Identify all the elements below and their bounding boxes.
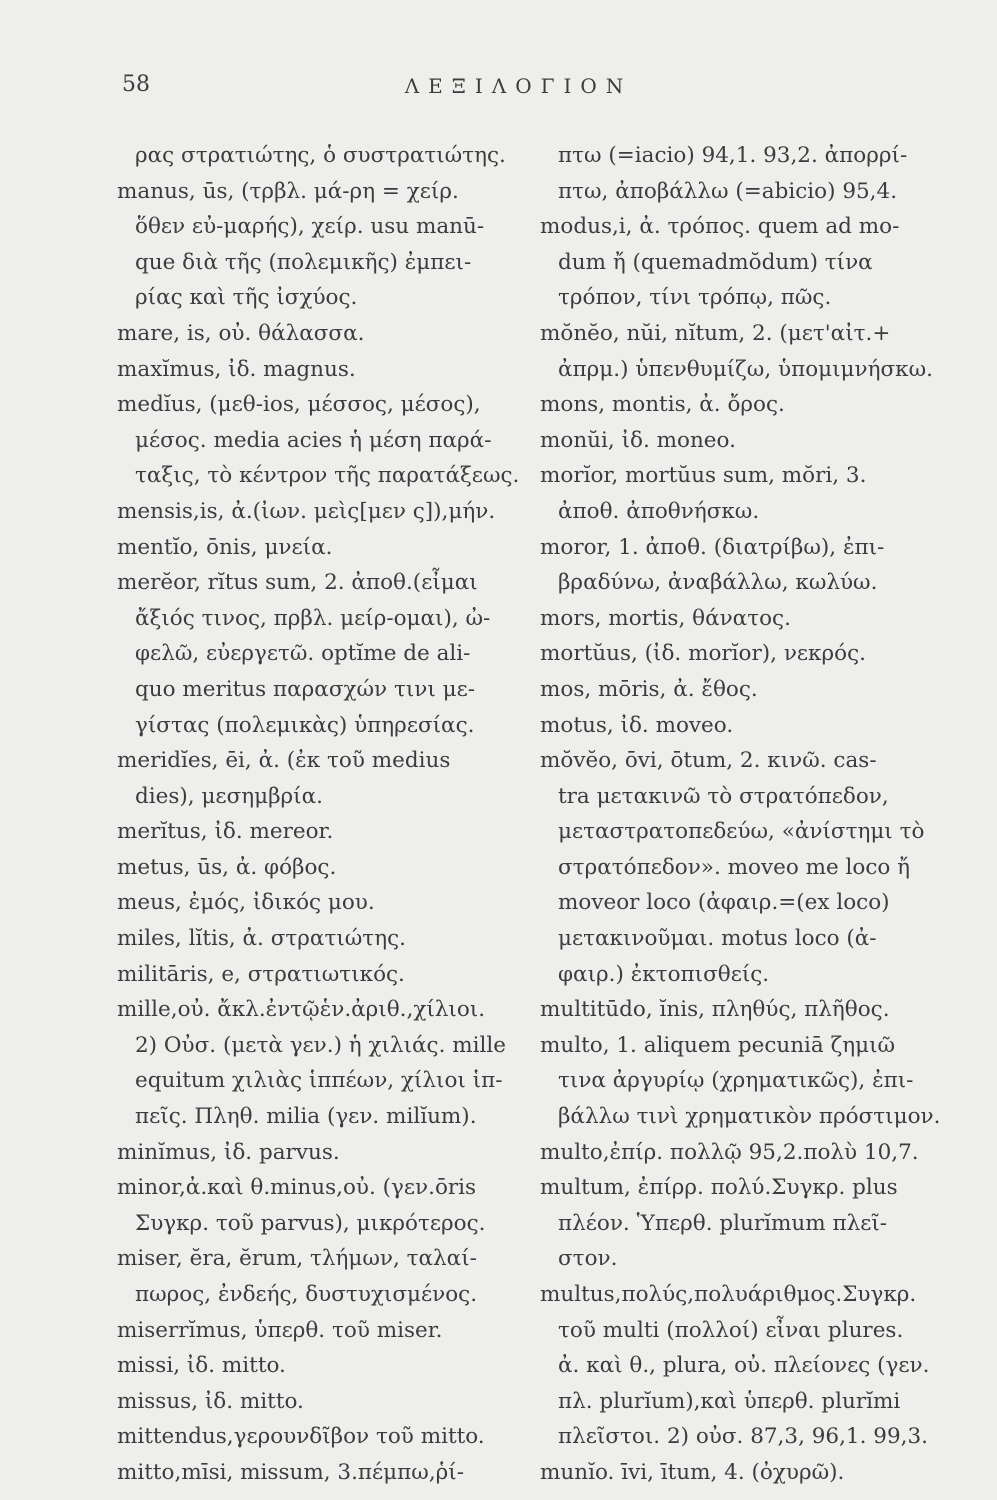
- right-column-line: πτω (=iacio) 94,1. 93,2. ἀπορρί-: [558, 143, 908, 168]
- right-column-line: τρόπον, τίνι τρόπῳ, πῶς.: [558, 285, 832, 311]
- right-column-line: πτω, ἀποβάλλω (=abicio) 95,4.: [558, 178, 898, 204]
- right-column: [540, 138, 940, 1491]
- left-column-line: πεῖς. Πληθ. milia (γεν. milĭum).: [135, 1104, 477, 1130]
- right-column-line: monŭi, ἰδ. moneo.: [540, 427, 736, 453]
- right-column-line: motus, ἰδ. moveo.: [540, 712, 734, 738]
- right-column-line: modus,i, ἀ. τρόπος. quem ad mo-: [540, 214, 900, 240]
- left-column-line: mentĭo, ōnis, μνεία.: [117, 534, 333, 560]
- left-column-line: miles, lĭtis, ἀ. στρατιώτης.: [117, 926, 406, 952]
- right-column-line: multitūdo, ĭnis, πληθύς, πλῆθος.: [540, 997, 890, 1023]
- left-column-line: manus, ūs, (τρβλ. μά-ρη = χείρ.: [117, 178, 459, 204]
- left-column-line: meus, ἐμός, ἰδικός μου.: [117, 890, 375, 916]
- left-column-line: dies), μεσημβρία.: [135, 783, 323, 809]
- left-column-line: missus, ἰδ. mitto.: [117, 1388, 304, 1414]
- right-column-line: ἀπρμ.) ὑπενθυμίζω, ὑπομιμνήσκω.: [558, 356, 933, 382]
- right-column-line: morĭor, mortŭus sum, mŏri, 3.: [540, 463, 867, 489]
- left-column-line: quo meritus παρασχών τινι με-: [135, 676, 475, 702]
- right-column-line: mors, mortis, θάνατος.: [540, 605, 791, 631]
- left-column-line: equitum χιλιὰς ἱππέων, χίλιοι ἱπ-: [135, 1068, 503, 1094]
- left-column-line: minĭmus, ἰδ. parvus.: [117, 1139, 340, 1165]
- left-column-line: merĕor, rĭtus sum, 2. ἀποθ.(εἶμαι: [117, 570, 478, 596]
- left-column-line: ταξις, τὸ κέντρον τῆς παρατάξεως.: [135, 463, 520, 489]
- left-column-line: meridĭes, ēi, ἀ. (ἐκ τοῦ medius: [117, 748, 451, 774]
- right-column-line: μετακινοῦμαι. motus loco (ἀ-: [558, 926, 877, 952]
- right-column-line: dum ἤ (quemadmŏdum) τίνα: [558, 249, 873, 275]
- right-column-line: moror, 1. ἀποθ. (διατρίβω), ἐπι-: [540, 534, 885, 560]
- right-column-line: multus,πολύς,πολυάριθμος.Συγκρ.: [540, 1282, 917, 1307]
- left-column-line: mitto,mīsi, missum, 3.πέμπω,ῥί-: [117, 1459, 464, 1485]
- left-column-line: ὅθεν εὐ-μαρής), χείρ. usu manū-: [135, 214, 485, 240]
- left-column-line: 2) Οὐσ. (μετὰ γεν.) ἡ χιλιάς. mille: [135, 1032, 507, 1058]
- left-column-line: μέσος. media acies ἡ μέση παρά-: [135, 427, 492, 453]
- right-column-line: mortŭus, (ἰδ. morĭor), νεκρός.: [540, 641, 866, 667]
- left-column-line: miser, ĕra, ĕrum, τλήμων, ταλαί-: [117, 1246, 477, 1272]
- left-column-line: mare, is, οὐ. θάλασσα.: [117, 320, 365, 346]
- left-column-line: γίστας (πολεμικὰς) ὑπηρεσίας.: [135, 712, 475, 738]
- right-column-line: στον.: [558, 1246, 618, 1272]
- right-column-line: πλ. plurĭum),καὶ ὑπερθ. plurĭmi: [558, 1388, 901, 1414]
- right-column-line: munĭo. īvi, ītum, 4. (ὀχυρῶ).: [540, 1459, 845, 1485]
- right-column-line: multo,ἐπίρ. πολλῷ 95,2.πολὺ 10,7.: [540, 1139, 919, 1165]
- right-column-line: πλεῖστοι. 2) οὐσ. 87,3, 96,1. 99,3.: [558, 1424, 928, 1450]
- left-column-line: minor,ἀ.καὶ θ.minus,οὐ. (γεν.ōris: [117, 1175, 477, 1201]
- right-column-line: multo, 1. aliquem pecuniā ζημιῶ: [540, 1032, 896, 1058]
- right-column-line: multum, ἐπίρρ. πολύ.Συγκρ. plus: [540, 1175, 898, 1201]
- left-column-line: πωρος, ἐνδεής, δυστυχισμένος.: [135, 1282, 478, 1307]
- left-column-line: ρας στρατιώτης, ὁ συστρατιώτης.: [135, 143, 506, 168]
- right-column-line: φαιρ.) ἐκτοπισθείς.: [558, 961, 770, 987]
- left-column-line: missi, ἰδ. mitto.: [117, 1353, 286, 1379]
- right-column-line: tra μετακινῶ τὸ στρατόπεδον,: [558, 783, 889, 809]
- right-column-line: mons, montis, ἀ. ὄρος.: [540, 392, 785, 418]
- right-column-line: μεταστρατοπεδεύω, «ἀνίστημι τὸ: [558, 819, 925, 845]
- left-column-line: φελῶ, εὐεργετῶ. optĭme de ali-: [135, 641, 471, 667]
- right-column-line: ἀ. καὶ θ., plura, οὐ. πλείονες (γεν.: [558, 1353, 930, 1379]
- running-title: ΛΕΞΙΛΟΓΙΟΝ: [404, 74, 633, 98]
- right-column-line: moveor loco (ἀφαιρ.=(ex loco): [558, 890, 890, 916]
- left-column-line: mittendus,γερουνδῖβον τοῦ mitto.: [117, 1424, 485, 1450]
- left-column-line: Συγκρ. τοῦ parvus), μικρότερος.: [135, 1210, 486, 1236]
- left-column-line: miserrĭmus, ὑπερθ. τοῦ miser.: [117, 1317, 443, 1343]
- left-column-line: militāris, e, στρατιωτικός.: [117, 961, 405, 987]
- page-number: 58: [122, 72, 150, 97]
- left-column-line: maxĭmus, ἰδ. magnus.: [117, 356, 356, 382]
- right-column-line: πλέον. Ὑπερθ. plurĭmum πλεῖ-: [558, 1210, 888, 1236]
- right-column-line: mos, mōris, ἀ. ἔθος.: [540, 676, 758, 702]
- left-column-line: mensis,is, ἀ.(ἰων. μεὶς[μεν ς]),μήν.: [117, 498, 496, 524]
- left-column-line: que διὰ τῆς (πολεμικῆς) ἐμπει-: [135, 249, 472, 275]
- right-column-line: τοῦ multi (πολλοί) εἶναι plures.: [558, 1317, 904, 1343]
- left-column-line: mille,οὐ. ἄκλ.ἐντῷἑν.ἀριθ.,χίλιοι.: [117, 997, 486, 1023]
- right-column-line: ἀποθ. ἀποθνήσκω.: [558, 498, 760, 524]
- left-column-line: ρίας καὶ τῆς ἰσχύος.: [135, 285, 358, 311]
- right-column-line: mŏnĕo, nŭi, nĭtum, 2. (μετ'αἰτ.+: [540, 320, 891, 346]
- left-column-line: ἄξιός τινος, πρβλ. μείρ-ομαι), ὠ-: [135, 605, 491, 631]
- left-column-line: metus, ūs, ἀ. φόβος.: [117, 854, 337, 880]
- right-column-line: τινα ἀργυρίῳ (χρηματικῶς), ἐπι-: [558, 1068, 914, 1094]
- right-column-line: στρατόπεδον». moveo me loco ἤ: [558, 854, 911, 880]
- left-column-line: merĭtus, ἰδ. mereor.: [117, 819, 334, 845]
- right-column-line: βάλλω τινὶ χρηματικὸν πρόστιμον.: [558, 1104, 940, 1130]
- right-column-line: mŏvĕo, ōvi, ōtum, 2. κινῶ. cas-: [540, 748, 877, 774]
- left-column-line: medĭus, (μεθ-ios, μέσσος, μέσος),: [117, 392, 481, 418]
- page-header: [0, 72, 997, 102]
- right-column-line: βραδύνω, ἀναβάλλω, κωλύω.: [558, 570, 878, 596]
- left-column: [117, 138, 522, 1491]
